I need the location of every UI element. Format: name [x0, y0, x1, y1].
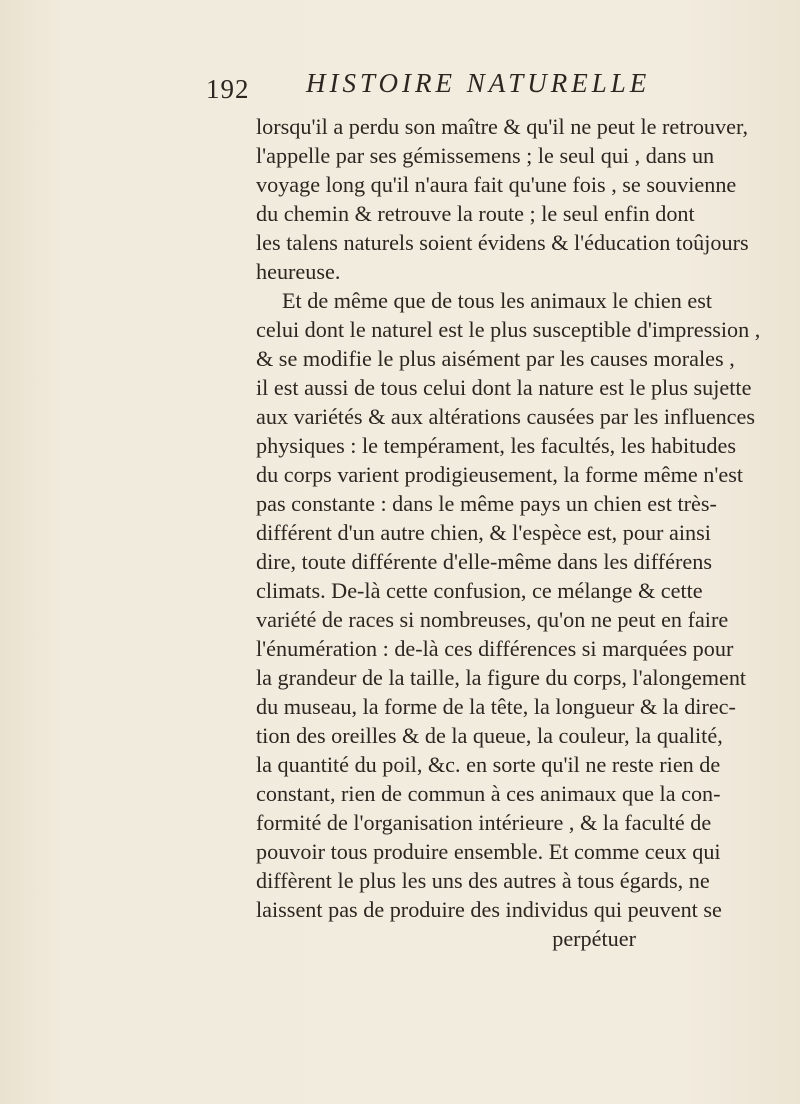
text-line: formité de l'organisation intérieure , & la faculté de: [256, 810, 712, 835]
text-line: l'appelle par ses gémissemens ; le seul qui , dans un: [256, 143, 715, 168]
text-line: du corps varient prodigieusement, la forme même n'est: [256, 462, 744, 487]
text-line: il est aussi de tous celui dont la nature est le plus sujette: [256, 375, 752, 400]
running-title: HISTOIRE NATURELLE: [306, 68, 651, 98]
text-line: les talens naturels soient évidens & l'éducation toûjours: [256, 230, 749, 255]
text-line: pas constante : dans le même pays un chien est très-: [256, 491, 717, 516]
text-line: climats. De-là cette confusion, ce mélange & cette: [256, 578, 703, 603]
catchword: perpétuer: [552, 926, 636, 951]
text-line: & se modifie le plus aisément par les causes morales ,: [256, 346, 735, 371]
text-line: différent d'un autre chien, & l'espèce est, pour ainsi: [256, 520, 711, 545]
text-line: aux variétés & aux altérations causées par les influences: [256, 404, 756, 429]
text-line: la quantité du poil, &c. en sorte qu'il ne reste rien de: [256, 752, 721, 777]
text-line: physiques : le tempérament, les facultés, les habitudes: [256, 433, 736, 458]
text-line: du chemin & retrouve la route ; le seul enfin dont: [256, 201, 695, 226]
text-line: lorsqu'il a perdu son maître & qu'il ne peut le retrouver,: [256, 114, 749, 139]
text-line: l'énumération : de-là ces différences si marquées pour: [256, 636, 734, 661]
text-line: celui dont le naturel est le plus susceptible d'impression ,: [256, 317, 761, 342]
text-line: du museau, la forme de la tête, la longueur & la direc-: [256, 694, 736, 719]
paragraph-first-line: Et de même que de tous les animaux le chien est: [282, 288, 713, 313]
text-line: voyage long qu'il n'aura fait qu'une fois , se souvienne: [256, 172, 737, 197]
text-line: laissent pas de produire des individus qui peuvent se: [256, 897, 722, 922]
page-header: [206, 68, 651, 108]
text-line: la grandeur de la taille, la figure du corps, l'alongement: [256, 665, 747, 690]
page-number: 192: [206, 74, 250, 104]
text-line: tion des oreilles & de la queue, la couleur, la qualité,: [256, 723, 723, 748]
text-line: dire, toute différente d'elle-même dans les différens: [256, 549, 712, 574]
text-line: diffèrent le plus les uns des autres à tous égards, ne: [256, 868, 710, 893]
text-line: pouvoir tous produire ensemble. Et comme ceux qui: [256, 839, 721, 864]
text-line: heureuse.: [256, 259, 341, 284]
text-line: variété de races si nombreuses, qu'on ne peut en faire: [256, 607, 729, 632]
text-line: constant, rien de commun à ces animaux que la con-: [256, 781, 721, 806]
body-text: [0, 112, 800, 1062]
